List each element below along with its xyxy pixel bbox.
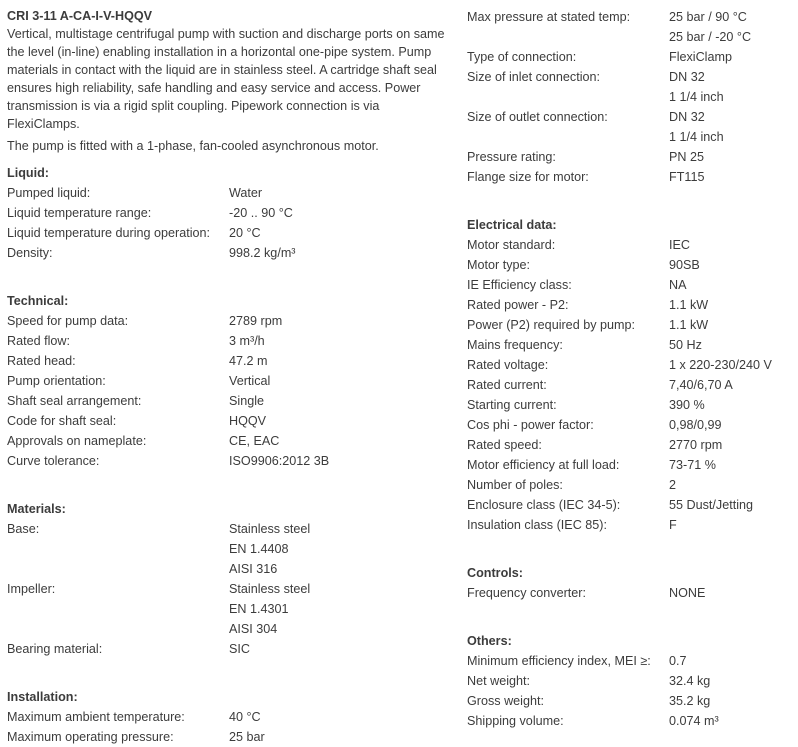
spec-value-line: 90SB [669,258,700,272]
spec-value-line: 1 x 220-230/240 V [669,358,772,372]
spec-value [669,255,798,275]
spec-row [7,707,447,727]
spec-value [669,315,798,335]
spec-row [467,355,798,375]
spec-row [7,183,447,203]
spec-value-line: SIC [229,642,250,656]
spec-label: Rated speed: [467,438,542,452]
section-spacer [467,195,798,215]
spec-label: Curve tolerance: [7,454,100,468]
spec-value-line: 2770 rpm [669,438,723,452]
spec-row [7,639,447,659]
spec-value [669,415,798,435]
spec-label: Speed for pump data: [7,314,129,328]
spec-value-line: 2789 rpm [229,314,283,328]
spec-value [669,295,798,315]
spec-label: Frequency converter: [467,586,586,600]
spec-row [467,235,798,255]
spec-label: Code for shaft seal: [7,414,117,428]
controls-section [467,543,798,603]
spec-value-line: FT115 [669,170,705,184]
spec-row [467,455,798,475]
spec-value-line: 73-71 % [669,458,716,472]
spec-value-line: 40 °C [229,710,261,724]
spec-label: Maximum operating pressure: [7,730,174,744]
spec-row [7,331,447,351]
motor-note: The pump is fitted with a 1-phase, fan-cooled asynchronous motor. [7,139,379,153]
spec-value-line: 998.2 kg/m³ [229,246,296,260]
spec-rows [7,311,447,471]
spec-row [7,243,447,263]
spec-row [7,431,447,451]
spec-value-line: Vertical [229,374,271,388]
spec-value [229,451,447,471]
spec-value [229,371,447,391]
section-heading: Others: [467,634,512,648]
spec-rows [7,183,447,263]
spec-row [467,671,798,691]
spec-value-line: FlexiClamp [669,50,732,64]
spec-value-line: ISO9906:2012 3B [229,454,330,468]
spec-value-line: 20 °C [229,226,261,240]
section-heading: Controls: [467,566,523,580]
spec-label: Starting current: [467,398,557,412]
spec-value [669,147,798,167]
spec-value-line: 0,98/0,99 [669,418,722,432]
spec-value [669,583,798,603]
spec-value [669,395,798,415]
spec-label: Pump orientation: [7,374,106,388]
spec-value [229,223,447,243]
installation-section [7,667,447,747]
spec-value [669,651,798,671]
spec-value-line: 47.2 m [229,354,268,368]
spec-value-line: Single [229,394,265,408]
spec-label: Shipping volume: [467,714,564,728]
spec-label: Motor standard: [467,238,556,252]
spec-value [229,411,447,431]
spec-row [7,351,447,371]
spec-value-line: 35.2 kg [669,694,711,708]
spec-label: Motor type: [467,258,530,272]
spec-value [669,671,798,691]
spec-value-line: CE, EAC [229,434,280,448]
spec-value-line: Water [229,186,263,200]
spec-label: Rated power - P2: [467,298,569,312]
spec-row [467,375,798,395]
spec-row [7,579,447,639]
spec-label: Enclosure class (IEC 34-5): [467,498,621,512]
spec-label: Motor efficiency at full load: [467,458,620,472]
section-spacer [467,543,798,563]
spec-row [7,223,447,243]
spec-label: Type of connection: [467,50,577,64]
spec-value [229,351,447,371]
spec-value-line: 55 Dust/Jetting [669,498,754,512]
spec-value-line: PN 25 [669,150,705,164]
spec-label: Impeller: [7,582,56,596]
spec-value-line: EN 1.4408 [229,542,289,556]
spec-row [7,391,447,411]
spec-value-line: 0.074 m³ [669,714,719,728]
spec-label: Liquid temperature range: [7,206,152,220]
spec-value-line: HQQV [229,414,267,428]
spec-row [467,711,798,731]
spec-value [229,727,447,747]
others-section [467,611,798,731]
spec-row [467,335,798,355]
spec-value-line: 1 1/4 inch [669,130,724,144]
spec-label: Rated voltage: [467,358,549,372]
spec-value [229,331,447,351]
spec-label: Bearing material: [7,642,103,656]
spec-label: Pressure rating: [467,150,556,164]
spec-value-line: IEC [669,238,690,252]
spec-value-line: 1.1 kW [669,318,709,332]
spec-row [467,7,798,47]
spec-value [669,475,798,495]
spec-value-line: 1 1/4 inch [669,90,724,104]
spec-value [669,495,798,515]
section-spacer [7,271,447,291]
electrical-section [467,195,798,535]
spec-value-line: NA [669,278,687,292]
section-heading: Materials: [7,502,66,516]
spec-value-line: DN 32 [669,110,705,124]
spec-rows [467,583,798,603]
spec-row [467,107,798,147]
product-title: CRI 3-11 A-CA-I-V-HQQV [7,9,153,23]
spec-rows [7,519,447,659]
spec-value [229,243,447,263]
spec-value [229,311,447,331]
spec-rows [7,707,447,747]
spec-label: Gross weight: [467,694,544,708]
spec-row [467,315,798,335]
spec-value-line: EN 1.4301 [229,602,289,616]
spec-row [7,311,447,331]
spec-label: Maximum ambient temperature: [7,710,185,724]
spec-label: IE Efficiency class: [467,278,572,292]
spec-value [229,183,447,203]
spec-row [467,583,798,603]
spec-row [467,395,798,415]
spec-value [229,203,447,223]
spec-label: Insulation class (IEC 85): [467,518,607,532]
spec-value-line: Stainless steel [229,582,311,596]
spec-row [467,67,798,107]
section-spacer [467,611,798,631]
spec-value [229,391,447,411]
spec-row [467,147,798,167]
spec-row [467,255,798,275]
spec-value-line: 32.4 kg [669,674,711,688]
spec-value [229,431,447,451]
spec-value-line: -20 .. 90 °C [229,206,293,220]
spec-value [229,707,447,727]
spec-label: Rated current: [467,378,547,392]
spec-row [467,495,798,515]
spec-label: Approvals on nameplate: [7,434,147,448]
spec-row [7,519,447,579]
spec-value [669,67,798,107]
spec-value [229,519,447,579]
spec-label: Power (P2) required by pump: [467,318,635,332]
spec-value-line: 25 bar / 90 °C [669,10,747,24]
spec-value [669,435,798,455]
spec-label: Density: [7,246,53,260]
spec-value [669,355,798,375]
spec-label: Size of outlet connection: [467,110,608,124]
spec-row [467,435,798,455]
right-column [467,7,798,731]
spec-row [467,295,798,315]
spec-value [669,711,798,731]
section-heading: Installation: [7,690,78,704]
spec-value [669,335,798,355]
spec-value-line: 7,40/6,70 A [669,378,733,392]
spec-label: Shaft seal arrangement: [7,394,142,408]
liquid-section [7,163,447,263]
spec-label: Base: [7,522,40,536]
spec-value-line: NONE [669,586,706,600]
spec-row [7,727,447,747]
section-spacer [7,667,447,687]
spec-row [7,411,447,431]
section-heading: Technical: [7,294,69,308]
spec-row [467,167,798,187]
spec-rows [467,651,798,731]
spec-row [467,415,798,435]
section-spacer [7,479,447,499]
section-heading: Electrical data: [467,218,557,232]
spec-row [467,691,798,711]
spec-row [467,651,798,671]
installation-continued-section [467,7,798,187]
spec-value-line: 390 % [669,398,705,412]
spec-value [669,275,798,295]
spec-rows [467,235,798,535]
spec-value-line: 25 bar / -20 °C [669,30,752,44]
spec-label: Size of inlet connection: [467,70,601,84]
spec-value-line: 25 bar [229,730,265,744]
spec-value [669,167,798,187]
spec-row [467,515,798,535]
spec-value-line: 0.7 [669,654,687,668]
spec-value [229,639,447,659]
spec-row [467,47,798,67]
spec-value-line: AISI 316 [229,562,278,576]
spec-label: Max pressure at stated temp: [467,10,631,24]
left-column [7,7,447,747]
spec-value-line: Stainless steel [229,522,311,536]
spec-label: Mains frequency: [467,338,563,352]
spec-value [669,107,798,147]
spec-value-line: 50 Hz [669,338,702,352]
spec-label: Rated flow: [7,334,70,348]
spec-label: Cos phi - power factor: [467,418,594,432]
spec-label: Minimum efficiency index, MEI ≥: [467,654,651,668]
spec-label: Net weight: [467,674,530,688]
spec-row [7,371,447,391]
spec-value-line: AISI 304 [229,622,278,636]
spec-value-line: 2 [669,478,677,492]
spec-rows [467,7,798,187]
spec-label: Liquid temperature during operation: [7,226,211,240]
materials-section [7,479,447,659]
spec-value [669,235,798,255]
spec-value-line: DN 32 [669,70,705,84]
spec-value-line: 1.1 kW [669,298,709,312]
spec-value [229,579,447,639]
spec-value [669,7,798,47]
spec-value [669,515,798,535]
spec-value [669,375,798,395]
spec-value-line: F [669,518,677,532]
spec-value [669,455,798,475]
product-description: Vertical, multistage centrifugal pump with suction and discharge ports on same the level (in-line) enabling installation in a horizontal one-pipe system. Pump materials in contact with the liquid are in stainless steel. A cartridge shaft seal ensures high reliability, safe handling and easy service and access. Power transmission is via a rigid split coupling. Pipework connection is via FlexiClamps. [7,27,445,131]
technical-section [7,271,447,471]
spec-row [467,275,798,295]
section-heading: Liquid: [7,166,49,180]
spec-label: Pumped liquid: [7,186,91,200]
spec-value [669,691,798,711]
spec-row [7,451,447,471]
spec-label: Flange size for motor: [467,170,589,184]
spec-row [7,203,447,223]
spec-label: Rated head: [7,354,76,368]
spec-row [467,475,798,495]
spec-value [669,47,798,67]
spec-value-line: 3 m³/h [229,334,265,348]
spec-label: Number of poles: [467,478,563,492]
